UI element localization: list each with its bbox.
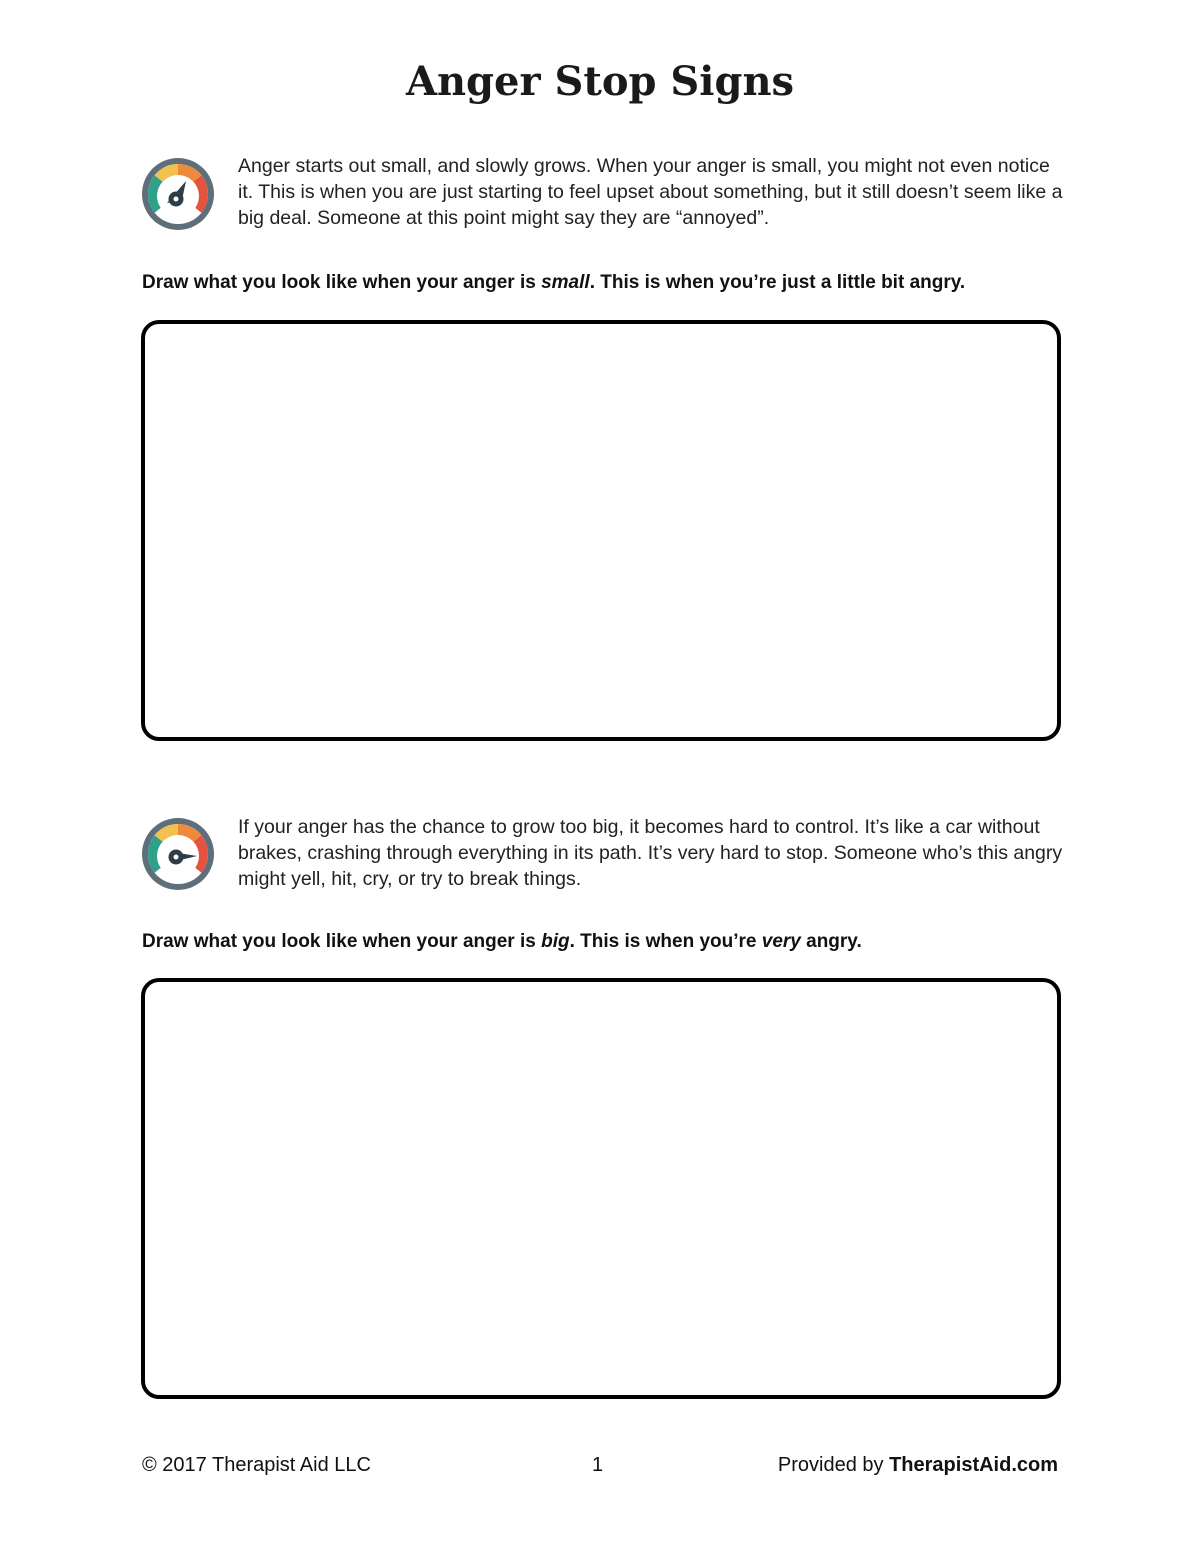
- prompt-small-anger: [142, 272, 965, 294]
- prompt-text: Draw what you look like when your anger is: [142, 272, 542, 293]
- prompt-big-anger: [142, 931, 862, 953]
- drawing-area-big[interactable]: [141, 978, 1061, 1399]
- speedometer-low-icon: [140, 156, 216, 232]
- intro-paragraph-big: If your anger has the chance to grow too big, it becomes hard to control. It’s like a car without brakes, crashing through everything in its path. It’s very hard to stop. Someone who’s this angry might yell, hit, cry, or try to break things.: [238, 816, 1063, 890]
- prompt-emphasis: big: [541, 931, 570, 952]
- intro-paragraph-small: Anger starts out small, and slowly grows. When your anger is small, you might not even notice it. This is when you are just starting to feel upset about something, but it still doesn’t seem like a big deal. Someone at this point might say they are “annoyed”.: [238, 155, 1063, 229]
- prompt-text: angry.: [800, 931, 862, 952]
- provided-by-text: Provided by: [777, 1454, 890, 1476]
- prompt-emphasis: small: [541, 272, 590, 293]
- prompt-text: . This is when you’re just a little bit angry.: [589, 272, 966, 293]
- page-title: Anger Stop Signs: [405, 58, 795, 105]
- page-number: 1: [592, 1454, 604, 1476]
- prompt-text: . This is when you’re: [569, 931, 762, 952]
- footer-provided-by: [778, 1454, 1058, 1477]
- footer-copyright: © 2017 Therapist Aid LLC: [142, 1454, 371, 1476]
- prompt-text: Draw what you look like when your anger is: [142, 931, 542, 952]
- brand-link[interactable]: TherapistAid.com: [889, 1454, 1058, 1476]
- drawing-area-small[interactable]: [141, 320, 1061, 741]
- speedometer-high-icon: [140, 816, 216, 892]
- prompt-emphasis: very: [761, 931, 801, 952]
